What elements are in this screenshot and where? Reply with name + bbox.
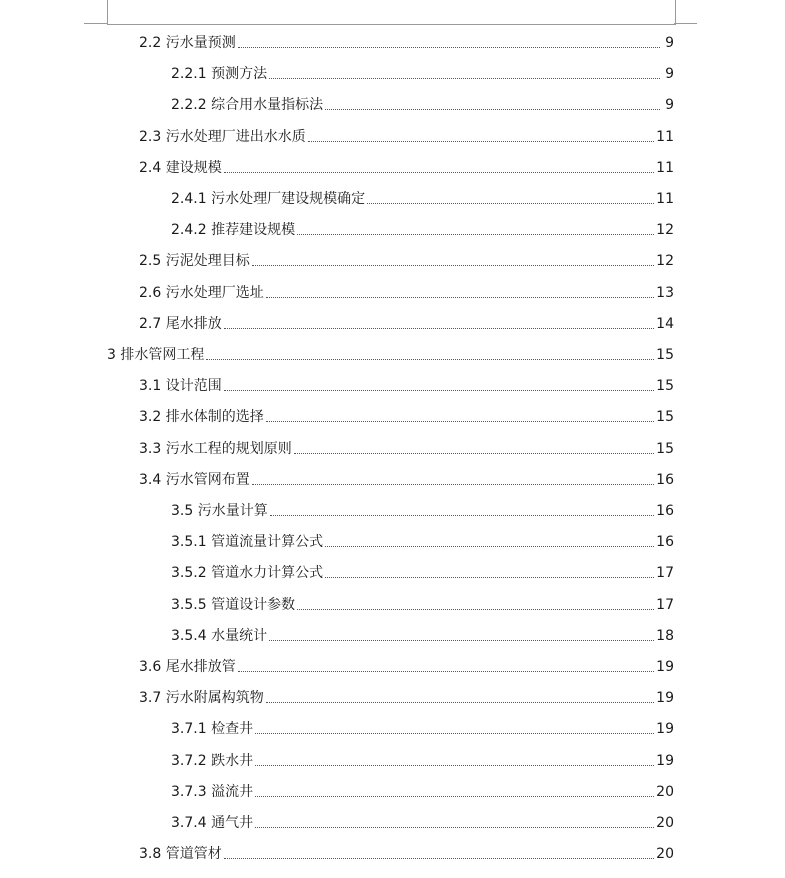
toc-entry[interactable] <box>139 654 674 676</box>
toc-page-number: 14 <box>656 316 674 332</box>
toc-entry[interactable] <box>171 186 674 208</box>
toc-leader <box>255 826 654 828</box>
toc-entry-label: 2.2 污水量预测 <box>139 35 236 51</box>
toc-page-number: 20 <box>656 784 674 800</box>
toc-leader <box>297 608 654 610</box>
toc-entry[interactable] <box>139 155 674 177</box>
toc-page-number: 16 <box>656 472 674 488</box>
toc-leader <box>269 77 660 79</box>
toc-entry-label: 2.4 建设规模 <box>139 160 222 176</box>
toc-entry-label: 3.5 污水量计算 <box>171 503 268 519</box>
toc-entry[interactable] <box>139 467 674 489</box>
toc-leader <box>224 389 654 391</box>
toc-page-number: 15 <box>656 441 674 457</box>
toc-page-number: 16 <box>656 503 674 519</box>
page-top-frame <box>107 0 676 25</box>
toc-entry-label: 3.3 污水工程的规划原则 <box>139 441 292 457</box>
toc-entry-label: 3.1 设计范围 <box>139 378 222 394</box>
toc-entry-label: 2.7 尾水排放 <box>139 316 222 332</box>
toc-entry[interactable] <box>139 404 674 426</box>
toc-entry-label: 3 排水管网工程 <box>107 347 205 363</box>
toc-entry[interactable] <box>139 685 674 707</box>
toc-page-number: 9 <box>665 97 674 113</box>
toc-page-number: 17 <box>656 597 674 613</box>
toc-entry[interactable] <box>139 30 674 52</box>
toc-page-number: 19 <box>656 659 674 675</box>
toc-leader <box>224 857 654 859</box>
toc-leader <box>294 452 654 454</box>
toc-entry-label: 2.4.2 推荐建设规模 <box>171 222 296 238</box>
toc-leader <box>224 171 654 173</box>
toc-entry-label: 3.5.2 管道水力计算公式 <box>171 565 324 581</box>
toc-leader <box>269 639 654 641</box>
toc-page-number: 19 <box>656 753 674 769</box>
toc-entry-label: 3.6 尾水排放管 <box>139 659 236 675</box>
toc-entry-label: 3.7.3 溢流井 <box>171 784 254 800</box>
toc-entry[interactable] <box>171 498 674 520</box>
toc-page-number: 11 <box>656 129 674 145</box>
toc-leader <box>297 233 654 235</box>
toc-entry[interactable] <box>139 248 674 270</box>
toc-page-number: 20 <box>656 846 674 862</box>
toc-page-number: 17 <box>656 565 674 581</box>
toc-leader <box>325 108 660 110</box>
toc-entry[interactable] <box>139 280 674 302</box>
toc-entry[interactable] <box>171 810 674 832</box>
toc-page-number: 11 <box>656 160 674 176</box>
toc-entry[interactable] <box>107 342 674 364</box>
toc-page-number: 9 <box>665 35 674 51</box>
toc-leader <box>266 296 654 298</box>
toc-page-number: 19 <box>656 690 674 706</box>
toc-leader <box>325 576 654 578</box>
toc-leader <box>206 358 654 360</box>
toc-leader <box>308 140 654 142</box>
toc-entry-label: 3.7.4 通气井 <box>171 815 254 831</box>
toc-page-number: 18 <box>656 628 674 644</box>
toc-entry-label: 3.7.2 跌水井 <box>171 753 254 769</box>
toc-entry[interactable] <box>171 92 674 114</box>
toc-entry-label: 2.2.2 综合用水量指标法 <box>171 97 324 113</box>
toc-page-number: 15 <box>656 347 674 363</box>
toc-entry[interactable] <box>171 560 674 582</box>
toc-entry[interactable] <box>139 124 674 146</box>
toc-leader <box>252 483 654 485</box>
toc-leader <box>325 545 654 547</box>
toc-entry[interactable] <box>171 779 674 801</box>
toc-entry-label: 3.8 管道管材 <box>139 846 222 862</box>
toc-entry[interactable] <box>139 436 674 458</box>
toc-entry-label: 2.3 污水处理厂进出水水质 <box>139 129 306 145</box>
toc-entry[interactable] <box>139 841 674 863</box>
toc-entry[interactable] <box>171 623 674 645</box>
toc-page-number: 16 <box>656 534 674 550</box>
toc-entry[interactable] <box>171 592 674 614</box>
toc-leader <box>224 327 654 329</box>
toc-page-number: 12 <box>656 222 674 238</box>
toc-entry-label: 2.2.1 预测方法 <box>171 66 268 82</box>
toc-leader <box>255 732 654 734</box>
toc-leader <box>252 264 654 266</box>
toc-entry-label: 3.2 排水体制的选择 <box>139 409 264 425</box>
toc-leader <box>266 420 654 422</box>
toc-page-number: 12 <box>656 253 674 269</box>
toc-leader <box>367 202 654 204</box>
toc-entry[interactable] <box>171 217 674 239</box>
toc-entry[interactable] <box>171 529 674 551</box>
toc-entry-label: 2.5 污泥处理目标 <box>139 253 250 269</box>
toc-leader <box>266 701 654 703</box>
toc-leader <box>270 514 654 516</box>
toc-entry-label: 3.5.5 管道设计参数 <box>171 597 296 613</box>
toc-entry[interactable] <box>139 311 674 333</box>
toc-entry-label: 2.4.1 污水处理厂建设规模确定 <box>171 191 366 207</box>
toc-entry-label: 3.7 污水附属构筑物 <box>139 690 264 706</box>
toc-page-number: 13 <box>656 285 674 301</box>
crop-mark-left <box>84 23 107 24</box>
toc-entry-label: 2.6 污水处理厂选址 <box>139 285 264 301</box>
toc-entry[interactable] <box>171 61 674 83</box>
toc-entry-label: 3.5.1 管道流量计算公式 <box>171 534 324 550</box>
toc-entry[interactable] <box>171 748 674 770</box>
toc-page-number: 19 <box>656 721 674 737</box>
toc-leader <box>238 670 654 672</box>
toc-leader <box>238 46 660 48</box>
toc-page-number: 11 <box>656 191 674 207</box>
toc-entry[interactable] <box>171 716 674 738</box>
toc-entry[interactable] <box>139 373 674 395</box>
toc-page-number: 15 <box>656 378 674 394</box>
toc-page-number: 15 <box>656 409 674 425</box>
toc-page-number: 9 <box>665 66 674 82</box>
toc-entry-label: 3.7.1 检查井 <box>171 721 254 737</box>
toc-entry-label: 3.5.4 水量统计 <box>171 628 268 644</box>
toc-leader <box>255 795 654 797</box>
toc-leader <box>255 764 654 766</box>
toc-page-number: 20 <box>656 815 674 831</box>
crop-mark-right <box>674 23 697 24</box>
toc-entry-label: 3.4 污水管网布置 <box>139 472 250 488</box>
